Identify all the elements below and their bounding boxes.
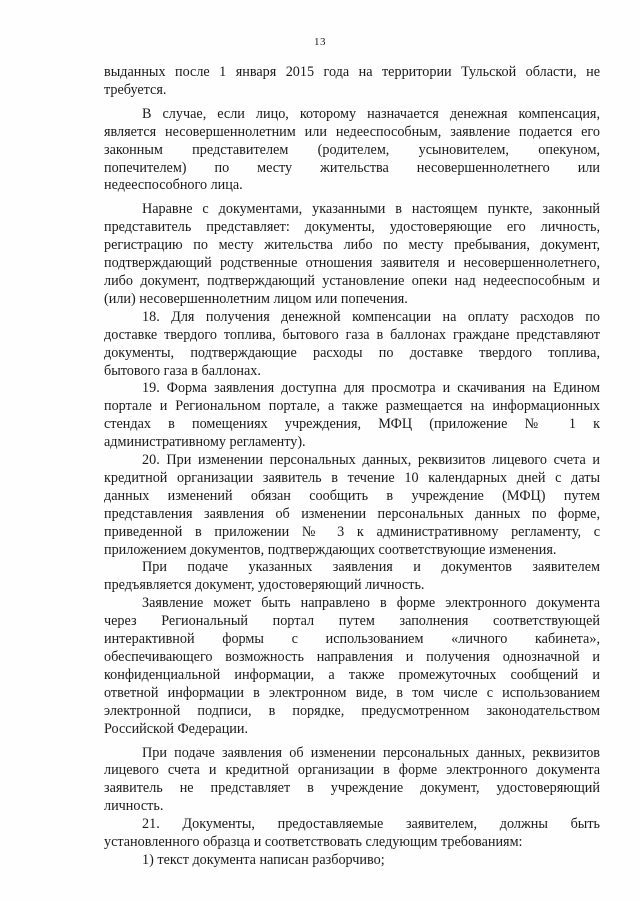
text-line: Наравне с документами, указанными в настоящем пункте, законный: [142, 201, 600, 218]
text-line: выданных после 1 января 2015 года на территории Тульской области, не: [104, 64, 600, 80]
text-line: В случае, если лицо, которому назначается денежная компенсация,: [142, 105, 600, 122]
text-line: При подаче заявления об изменении персональных данных, реквизитов: [142, 744, 600, 761]
text-line: регистрацию по месту жительства либо по месту пребывания, документ,: [104, 237, 600, 254]
text-line: законным представителем (родителем, усыновителем, опекуном,: [104, 141, 600, 158]
text-line: административному регламенту).: [104, 434, 306, 451]
text-line: недееспособного лица.: [104, 177, 243, 194]
text-line: При подаче указанных заявления и документов заявителем: [142, 559, 600, 576]
text-line: через Региональный портал путем заполнения соответствующей: [104, 613, 600, 630]
text-line: лицевого счета и кредитной организации в форме электронного документа: [104, 762, 600, 779]
text-line: Заявление может быть направлено в форме электронного документа: [142, 595, 600, 612]
text-line: кредитной организации заявитель в течение 10 календарных дней с даты: [104, 469, 600, 486]
text-line: установленного образца и соответствовать следующим требованиям:: [104, 834, 523, 851]
text-line: личность.: [104, 798, 164, 815]
text-line: 19. Форма заявления доступна для просмотра и скачивания на Едином: [142, 380, 600, 397]
text-line: бытового газа в баллонах.: [104, 362, 261, 379]
text-line: 20. При изменении персональных данных, реквизитов лицевого счета и: [142, 452, 600, 469]
text-line: представления заявления об изменении персональных данных по форме,: [104, 505, 600, 522]
text-line: приведенной в приложении № 3 к административному регламенту, с: [104, 523, 600, 540]
document-text: [104, 64, 600, 870]
text-line: обеспечивающего возможность направления и получения однозначной и: [104, 649, 600, 665]
text-line: является несовершеннолетним или недееспособным, заявление подается его: [104, 123, 600, 140]
text-line: приложением документов, подтверждающих соответствующие изменения.: [104, 541, 557, 558]
text-line: требуется.: [104, 81, 167, 98]
text-line: заявитель не представляет в учреждение документ, удостоверяющий: [104, 780, 600, 797]
text-line: попечителем) по месту жительства несовершеннолетнего или: [104, 159, 600, 176]
page-number: 13: [314, 36, 326, 48]
text-line: портале и Региональном портале, а также размещается на информационных: [104, 398, 600, 415]
text-line: (или) несовершеннолетним лицом или попечения.: [104, 290, 408, 307]
text-line: 1) текст документа написан разборчиво;: [142, 851, 385, 868]
text-line: данных изменений обязан сообщить в учреждение (МФЦ) путем: [104, 487, 600, 504]
text-line: представитель представляет: документы, удостоверяющие его личность,: [104, 219, 600, 236]
text-line: конфиденциальной информации, а также промежуточных сообщений и: [104, 666, 600, 683]
text-line: предъявляется документ, удостоверяющий личность.: [104, 577, 425, 594]
text-line: стендах в помещениях учреждения, МФЦ (приложение № 1 к: [104, 416, 600, 433]
text-line: Российской Федерации.: [104, 720, 249, 737]
text-line: 18. Для получения денежной компенсации на оплату расходов по: [142, 308, 600, 325]
text-line: интерактивной формы с использованием «личного кабинета»,: [104, 631, 600, 648]
text-line: документы, подтверждающие расходы по доставке твердого топлива,: [104, 344, 600, 361]
text-line: ответной информации в электронном виде, в том числе с использованием: [104, 684, 600, 701]
text-line: электронной подписи, в порядке, предусмотренном законодательством: [104, 702, 600, 719]
text-line: доставке твердого топлива, бытового газа в баллонах граждане представляют: [104, 326, 600, 343]
text-line: подтверждающий родственные отношения заявителя и несовершеннолетнего,: [104, 255, 600, 272]
text-line: либо документ, подтверждающий установление опеки над недееспособным и: [104, 272, 600, 289]
text-line: 21. Документы, предоставляемые заявителем, должны быть: [142, 816, 600, 833]
